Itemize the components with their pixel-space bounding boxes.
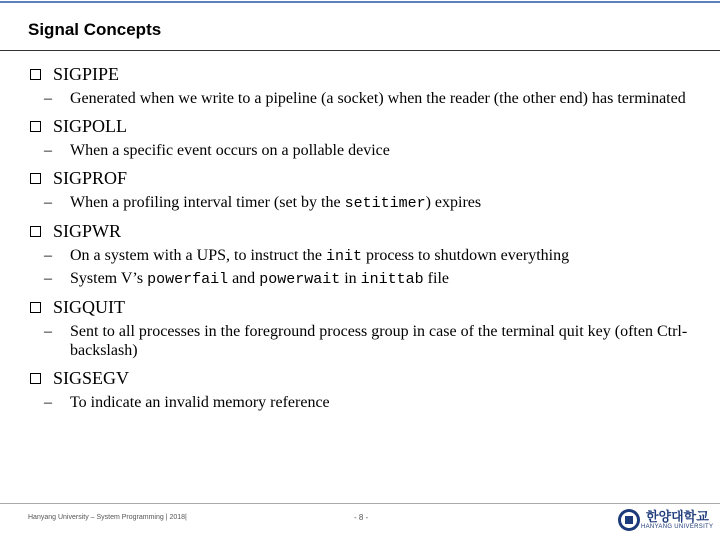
signal-item	[30, 62, 710, 108]
dash-bullet: –	[44, 394, 52, 411]
checkbox-bullet-icon	[30, 302, 41, 313]
signal-item	[30, 114, 710, 160]
signal-description	[30, 246, 710, 266]
signal-list	[30, 62, 710, 418]
university-logo	[617, 507, 717, 533]
university-seal-icon	[617, 508, 641, 532]
dash-bullet: –	[44, 323, 52, 340]
signal-item	[30, 166, 710, 213]
description-text: When a specific event occurs on a pollable device	[70, 142, 390, 159]
signal-description	[30, 269, 710, 289]
signal-heading	[30, 366, 710, 390]
checkbox-bullet-icon	[30, 69, 41, 80]
signal-description	[30, 141, 710, 160]
code-term: inittab	[360, 271, 424, 288]
slide-title: Signal Concepts	[28, 20, 162, 39]
dash-bullet: –	[44, 90, 52, 107]
title-divider	[0, 50, 720, 51]
footer-divider	[0, 503, 720, 504]
code-term: powerwait	[259, 271, 341, 288]
code-term: powerfail	[147, 271, 229, 288]
description-text: Generated when we write to a pipeline (a socket) when the reader (the other end) has terminated	[70, 90, 686, 107]
signal-name: SIGPWR	[53, 221, 122, 241]
signal-heading	[30, 62, 710, 86]
page-number: - 8 -	[354, 513, 369, 522]
signal-description	[30, 89, 710, 108]
footer-course: Hanyang University – System Programming | 2018|	[28, 514, 187, 521]
description-text: System V’s	[70, 270, 148, 287]
signal-name: SIGQUIT	[53, 297, 125, 317]
signal-name: SIGSEGV	[53, 368, 130, 388]
signal-heading	[30, 295, 710, 319]
signal-heading	[30, 114, 710, 138]
dash-bullet: –	[44, 194, 52, 211]
signal-description	[30, 322, 710, 360]
logo-text: 한양대학교	[646, 509, 709, 525]
description-text: and	[228, 270, 260, 287]
checkbox-bullet-icon	[30, 173, 41, 184]
description-text: Sent to all processes in the foreground process group in case of the terminal quit key (often Ctrl-backslash)	[70, 323, 688, 359]
code-term: init	[325, 248, 362, 265]
description-text: in	[340, 270, 361, 287]
top-accent-line	[0, 1, 720, 3]
checkbox-bullet-icon	[30, 121, 41, 132]
dash-bullet: –	[44, 247, 52, 264]
logo-subtext: HANYANG UNIVERSITY	[641, 523, 714, 530]
signal-heading	[30, 219, 710, 243]
description-text: To indicate an invalid memory reference	[70, 394, 330, 411]
signal-description	[30, 393, 710, 412]
signal-name: SIGPOLL	[53, 116, 128, 136]
description-text: process to shutdown everything	[362, 247, 570, 264]
code-term: setitimer	[344, 195, 426, 212]
signal-item	[30, 366, 710, 412]
checkbox-bullet-icon	[30, 373, 41, 384]
signal-name: SIGPIPE	[53, 64, 120, 84]
signal-item	[30, 295, 710, 360]
description-text: file	[423, 270, 449, 287]
dash-bullet: –	[44, 270, 52, 287]
description-text: On a system with a UPS, to instruct the	[70, 247, 326, 264]
description-text: When a profiling interval timer (set by the	[70, 194, 345, 211]
signal-item	[30, 219, 710, 289]
checkbox-bullet-icon	[30, 226, 41, 237]
signal-heading	[30, 166, 710, 190]
dash-bullet: –	[44, 142, 52, 159]
signal-name: SIGPROF	[53, 168, 128, 188]
signal-description	[30, 193, 710, 213]
description-text: ) expires	[425, 194, 482, 211]
